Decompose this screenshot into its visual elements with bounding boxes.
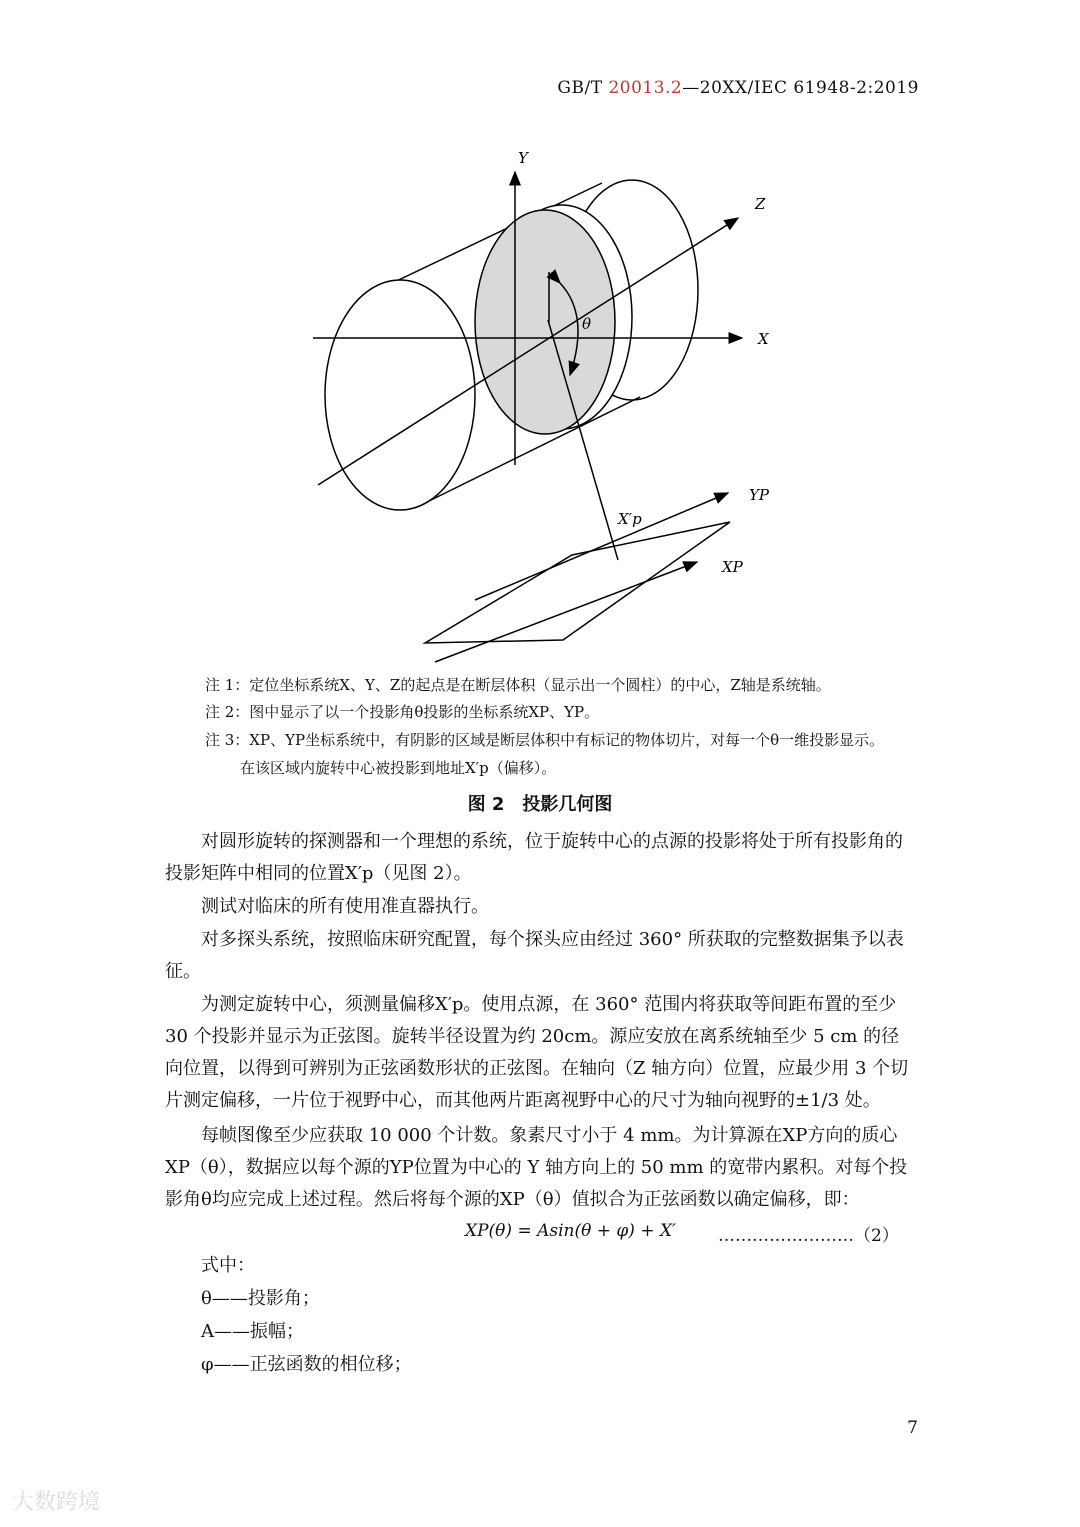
offset-label: X′p [618, 510, 642, 528]
header-standard-code: 20013.2 [608, 78, 683, 98]
paragraph-1: 对圆形旋转的探测器和一个理想的系统，位于旋转中心的点源的投影将处于所有投影角的投影矩阵中相同的位置X′p（见图 2）。 [165, 831, 903, 884]
note-1: 注 1：定位坐标系统X、Y、Z的起点是在断层体积（显示出一个圆柱）的中心，Z轴是系统轴。 [205, 676, 831, 694]
note-2: 注 2：图中显示了以一个投影角θ投影的坐标系统XP、YP。 [205, 703, 600, 721]
note-3: 注 3：XP、YP坐标系统中，有阴影的区域是断层体积中有标记的物体切片，对每一个θ一维投影显示。 [205, 731, 885, 749]
paragraph-5: 每帧图像至少应获取 10 000 个计数。象素尺寸小于 4 mm。为计算源在XP方向的质心XP（θ），数据应以每个源的YP位置为中心的 Y 轴方向上的 50 mm 的宽带内累积。对每个投影角θ均应完成上述过程。然后将每个源的XP（θ）值拟合为正弦函数以确定偏移，即： [165, 1125, 908, 1210]
paragraph-2: 测试对临床的所有使用准直器执行。 [201, 896, 489, 917]
yp-axis [475, 493, 728, 600]
page-number: 7 [907, 1418, 918, 1438]
shaded-slice [475, 210, 615, 434]
cylinder-front-end [325, 280, 475, 510]
theta-label: θ [582, 315, 592, 333]
equation-number: ……………………（2） [718, 1226, 899, 1246]
header-suffix: —20XX/IEC 61948-2:2019 [682, 78, 919, 98]
definition-amplitude: A——振幅； [201, 1321, 304, 1342]
paragraph-4: 为测定旋转中心，须测量偏移X′p。使用点源，在 360° 范围内将获取等间距布置的至少 30 个投影并显示为正弦图。旋转半径设置为约 20cm。源应安放在离系统轴至少 5 cm 的径向位置，以得到可辨别为正弦函数形状的正弦图。在轴向（Z 轴方向）位置，应最少用 3 个切片测定偏移，一片位于视野中心，而其他两片距离视野中心的尺寸为轴向视野的±1/3 处。 [165, 994, 909, 1111]
header-prefix: GB/T [557, 78, 609, 98]
y-axis-label: Y [518, 149, 528, 167]
figure-caption: 图 2 投影几何图 [467, 794, 613, 815]
note-3-continued: 在该区域内旋转中心被投影到地址X′p（偏移）。 [240, 759, 557, 777]
projection-geometry-figure [300, 140, 800, 670]
z-axis-label: Z [755, 195, 766, 213]
yp-axis-label: YP [749, 486, 769, 504]
paragraph-3: 对多探头系统，按照临床研究配置，每个探头应由经过 360° 所获取的完整数据集予以表征。 [165, 929, 904, 982]
projection-plane [425, 522, 730, 643]
formula: XP(θ) = Asin(θ + φ) + X′ [465, 1221, 676, 1241]
definition-theta: θ——投影角； [201, 1288, 320, 1309]
xp-axis [435, 562, 697, 662]
definition-phase: φ——正弦函数的相位移； [201, 1354, 412, 1375]
x-axis-label: X [758, 330, 769, 348]
xp-axis-label: XP [722, 558, 743, 576]
where-label: 式中： [201, 1255, 255, 1276]
watermark: 大数跨境 [12, 1490, 101, 1515]
page-header [557, 78, 919, 98]
